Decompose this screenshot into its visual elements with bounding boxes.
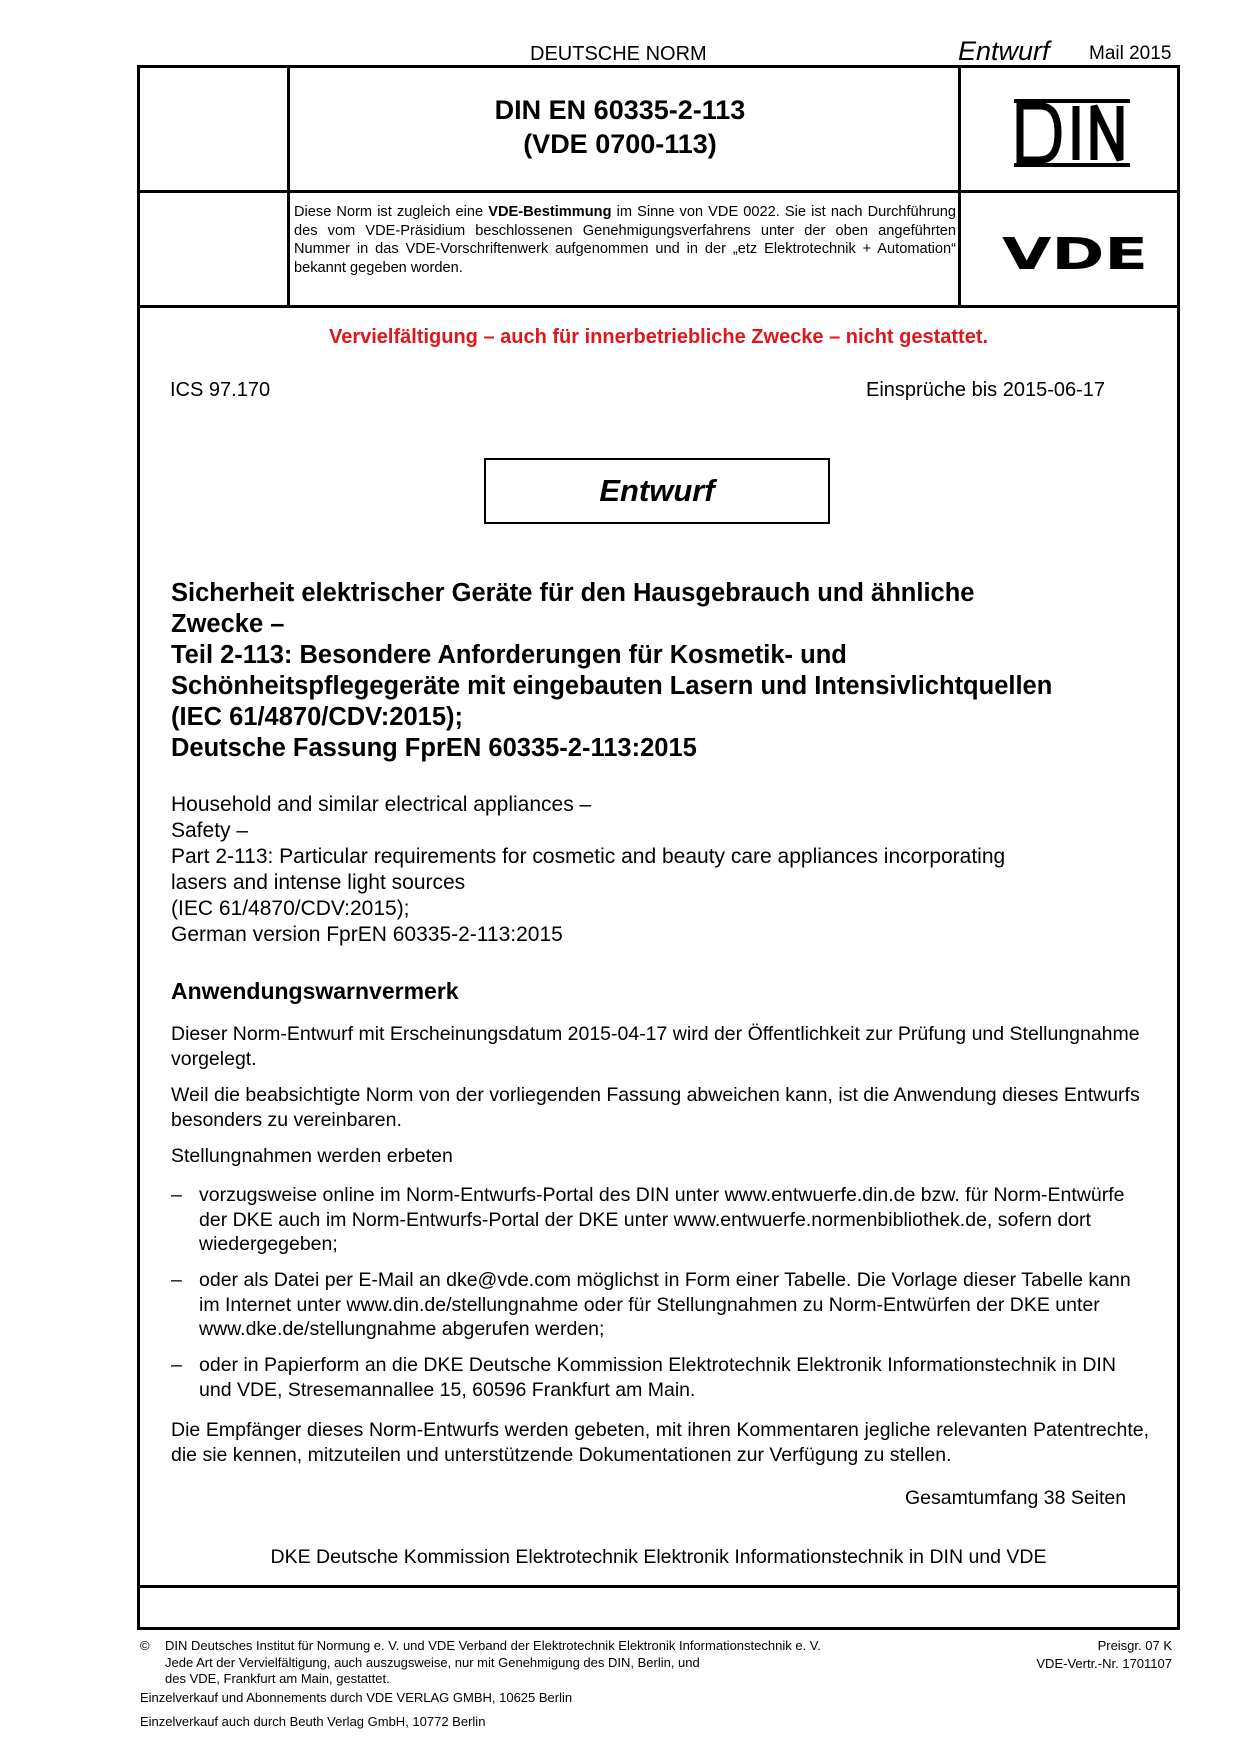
standard-number: DIN EN 60335-2-113: [494, 95, 746, 125]
warning-paragraph: Stellungnahmen werden erbeten: [171, 1145, 453, 1167]
price-group: Preisgr. 07 K: [1097, 1638, 1172, 1653]
vde-logo: [1000, 233, 1150, 273]
warning-paragraph: Die Empfänger dieses Norm-Entwurfs werden gebeten, mit ihren Kommentaren jegliche relevanten Patentrechte, die sie kennen, mitzuteilen und unterstützende Dokumentationen zur Verfügung zu stellen.: [171, 1419, 1149, 1466]
title-line: Safety –: [171, 819, 249, 842]
title-line: Zwecke –: [171, 610, 285, 638]
svg-text:VDE: VDE: [1002, 233, 1148, 273]
title-line: (IEC 61/4870/CDV:2015);: [171, 703, 463, 731]
title-line: Teil 2-113: Besondere Anforderungen für Kosmetik- und: [171, 641, 847, 669]
title-line: German version FprEN 60335-2-113:2015: [171, 923, 563, 946]
frame-divider: [140, 1585, 1177, 1588]
draft-label: Entwurf: [958, 36, 1050, 66]
title-line: lasers and intense light sources: [171, 871, 466, 894]
svg-text:DIN: DIN: [1014, 98, 1016, 99]
frame-divider: [140, 190, 1177, 193]
document-type-label: DEUTSCHE NORM: [530, 43, 707, 65]
title-german: [171, 578, 1151, 764]
title-line: Sicherheit elektrischer Geräte für den Hausgebrauch und ähnliche: [171, 579, 975, 607]
total-pages: Gesamtumfang 38 Seiten: [905, 1487, 1127, 1509]
warning-paragraph: Weil die beabsichtigte Norm von der vorliegenden Fassung abweichen kann, ist die Anwendung dieses Entwurfs besonders zu vereinbaren.: [171, 1084, 1140, 1131]
title-english: [171, 792, 1151, 948]
title-line: Schönheitspflegegeräte mit eingebauten Lasern und Intensivlichtquellen: [171, 672, 1053, 700]
application-warning-heading: Anwendungswarnvermerk: [171, 978, 459, 1004]
title-line: Household and similar electrical appliances –: [171, 793, 592, 816]
vde-number: (VDE 0700-113): [523, 129, 717, 159]
copyright-notice: DIN Deutsches Institut für Normung e. V. und VDE Verband der Elektrotechnik Elektronik Informationstechnik e. V. Jede Art der Vervielfältigung, auch auszugsweise, nur mit Genehmigung des DIN, Berlin, und des VDE, Frankfurt am Main, gestattet.: [165, 1638, 821, 1686]
objection-deadline: Einsprüche bis 2015-06-17: [866, 379, 1106, 401]
copyright-symbol: ©: [140, 1638, 150, 1653]
frame-divider: [140, 305, 1177, 308]
dke-committee: DKE Deutsche Kommission Elektrotechnik Elektronik Informationstechnik in DIN und VDE: [270, 1546, 1047, 1568]
draft-box: Entwurf: [484, 458, 830, 524]
ics-code: ICS 97.170: [170, 379, 271, 401]
vde-order-number: VDE-Vertr.-Nr. 1701107: [1036, 1656, 1172, 1671]
title-line: (IEC 61/4870/CDV:2015);: [171, 897, 410, 920]
vde-notice: Diese Norm ist zugleich eine VDE-Bestimmung im Sinne von VDE 0022. Sie ist nach Durchführung des vom VDE-Präsidium beschlossenen Genehmigungsverfahrens unter der oben angeführten Nummer in das VDE-Vorschriftenwerk aufgenommen und in der „etz Elektrotechnik + Automation“ bekannt gegeben worden.: [294, 204, 956, 276]
din-logo: [1014, 98, 1130, 168]
title-line: Deutsche Fassung FprEN 60335-2-113:2015: [171, 734, 697, 762]
title-line: Part 2-113: Particular requirements for cosmetic and beauty care appliances incorporating: [171, 845, 1006, 868]
sales-info: Einzelverkauf und Abonnements durch VDE VERLAG GMBH, 10625 Berlin: [140, 1690, 573, 1705]
warning-paragraph: Dieser Norm-Entwurf mit Erscheinungsdatum 2015-04-17 wird der Öffentlichkeit zur Prüfung und Stellungnahme vorgelegt.: [171, 1023, 1140, 1070]
reproduction-notice: Vervielfältigung – auch für innerbetriebliche Zwecke – nicht gestattet.: [328, 326, 989, 348]
issue-date: Mail 2015: [1089, 43, 1172, 64]
sales-info: Einzelverkauf auch durch Beuth Verlag GmbH, 10772 Berlin: [140, 1714, 486, 1729]
